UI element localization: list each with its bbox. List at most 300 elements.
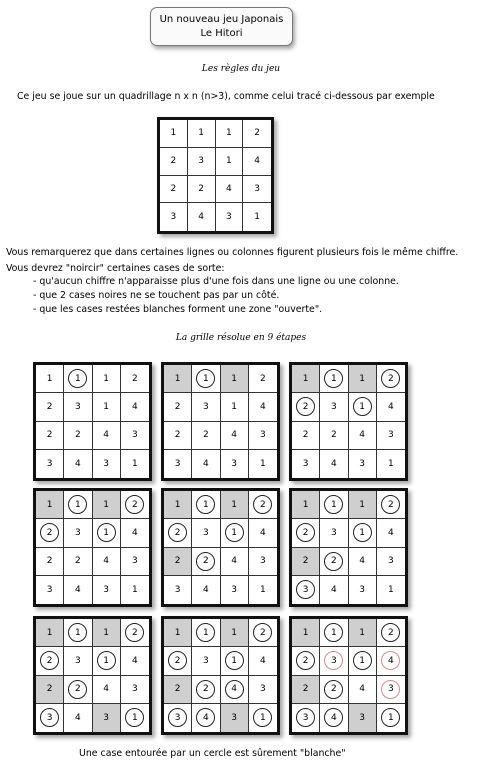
grid-cell xyxy=(192,365,220,393)
cell-value: 4 xyxy=(132,527,138,538)
grid-cell xyxy=(243,203,271,231)
cell-value: 3 xyxy=(388,556,394,567)
grid-cell xyxy=(377,422,405,450)
cell-value: 4 xyxy=(260,401,266,412)
cell-value: 3 xyxy=(103,584,109,595)
cell-value: 3 xyxy=(103,458,109,469)
cell-value: 2 xyxy=(302,527,309,538)
cell-value: 1 xyxy=(231,655,237,666)
grid-cell xyxy=(292,393,320,421)
grid-cell xyxy=(36,422,64,450)
cell-value: 4 xyxy=(103,684,109,695)
grid-cell xyxy=(221,576,249,604)
grid-cell xyxy=(243,148,271,176)
cell-value: 4 xyxy=(103,430,109,441)
cell-value: 3 xyxy=(359,712,365,723)
cell-value: 2 xyxy=(203,430,209,441)
cell-value: 4 xyxy=(231,684,237,695)
grid-cell xyxy=(160,120,188,148)
rules-heading: Les règles du jeu xyxy=(201,64,281,74)
rule-bullet-2: - que 2 cases noires ne se touchent pas par un côté. xyxy=(33,290,280,301)
grid-cell xyxy=(249,704,277,732)
step-grid-6 xyxy=(289,488,408,607)
grid-cell xyxy=(192,519,220,547)
cell-value: 4 xyxy=(75,584,81,595)
grid-cell xyxy=(377,576,405,604)
cell-value: 3 xyxy=(331,527,337,538)
cell-value: 1 xyxy=(103,499,109,510)
grid-cell xyxy=(36,519,64,547)
cell-value: 3 xyxy=(170,212,177,223)
cell-value: 2 xyxy=(46,655,53,666)
grid-cell xyxy=(64,365,92,393)
cell-value: 4 xyxy=(231,430,237,441)
cell-value: 3 xyxy=(174,458,181,469)
notice-text: Vous remarquerez que dans certaines lignes ou colonnes figurent plusieurs fois le même chiffre. xyxy=(6,247,459,258)
cell-value: 3 xyxy=(260,684,266,695)
circle-mark xyxy=(225,523,244,542)
grid-cell xyxy=(192,676,220,704)
grid-cell xyxy=(349,422,377,450)
cell-value: 3 xyxy=(359,584,365,595)
cell-value: 2 xyxy=(203,684,209,695)
grid-cell xyxy=(292,422,320,450)
circle-mark xyxy=(253,495,272,514)
grid-cell xyxy=(216,148,244,176)
must-text: Vous devrez "noircir" certaines cases de sorte: xyxy=(6,263,225,274)
footer-note: Une case entourée par un cercle est sûrement "blanche" xyxy=(79,748,346,759)
cell-value: 3 xyxy=(103,712,109,723)
grid-cell xyxy=(192,548,220,576)
cell-value: 2 xyxy=(260,373,266,384)
circle-mark xyxy=(97,523,116,542)
grid-cell xyxy=(377,491,405,519)
cell-value: 1 xyxy=(103,401,109,412)
grid-cell xyxy=(221,647,249,675)
cell-value: 3 xyxy=(302,458,309,469)
grid-cell xyxy=(320,393,348,421)
grid-cell xyxy=(320,519,348,547)
grid-cell xyxy=(93,393,121,421)
cell-value: 2 xyxy=(203,556,209,567)
grid-cell xyxy=(320,619,348,647)
grid-cell xyxy=(164,393,192,421)
cell-value: 1 xyxy=(103,527,109,538)
circle-mark xyxy=(353,523,372,542)
cell-value: 4 xyxy=(231,556,237,567)
cell-value: 1 xyxy=(231,527,237,538)
cell-value: 1 xyxy=(359,499,365,510)
cell-value: 2 xyxy=(46,401,53,412)
cell-value: 1 xyxy=(359,627,365,638)
grid-cell xyxy=(164,491,192,519)
cell-value: 2 xyxy=(170,156,177,167)
cell-value: 4 xyxy=(331,458,337,469)
grid-cell xyxy=(377,365,405,393)
circle-mark xyxy=(125,495,144,514)
cell-value: 4 xyxy=(254,156,260,167)
cell-value: 4 xyxy=(203,712,209,723)
grid-cell xyxy=(320,676,348,704)
cell-value: 3 xyxy=(359,458,365,469)
grid-cell xyxy=(249,365,277,393)
cell-value: 4 xyxy=(226,183,232,194)
grid-cell xyxy=(93,676,121,704)
grid-cell xyxy=(377,619,405,647)
grid-cell xyxy=(249,450,277,478)
cell-value: 2 xyxy=(132,627,138,638)
grid-cell xyxy=(349,491,377,519)
cell-value: 2 xyxy=(46,527,53,538)
grid-cell xyxy=(243,120,271,148)
circle-mark xyxy=(225,680,244,699)
grid-cell xyxy=(164,422,192,450)
cell-value: 2 xyxy=(388,627,394,638)
cell-value: 1 xyxy=(260,458,266,469)
circle-mark xyxy=(97,651,116,670)
cell-value: 2 xyxy=(170,183,177,194)
grid-cell xyxy=(349,647,377,675)
circle-mark xyxy=(296,397,315,416)
grid-cell xyxy=(320,647,348,675)
cell-value: 2 xyxy=(46,684,53,695)
cell-value: 1 xyxy=(226,128,232,139)
cell-value: 2 xyxy=(174,401,181,412)
cell-value: 1 xyxy=(331,499,337,510)
grid-cell xyxy=(121,619,149,647)
cell-value: 4 xyxy=(388,655,394,666)
grid-cell xyxy=(249,576,277,604)
cell-value: 1 xyxy=(46,373,53,384)
grid-cell xyxy=(93,491,121,519)
circle-mark xyxy=(324,623,343,642)
grid-cell xyxy=(64,393,92,421)
grid-cell xyxy=(36,365,64,393)
grid-cell xyxy=(93,548,121,576)
grid-cell xyxy=(192,647,220,675)
circle-mark xyxy=(196,680,215,699)
cell-value: 4 xyxy=(331,584,337,595)
circle-mark xyxy=(381,708,400,727)
grid-cell xyxy=(349,619,377,647)
step-grid-2 xyxy=(161,362,280,481)
cell-value: 1 xyxy=(231,499,237,510)
grid-cell xyxy=(36,676,64,704)
cell-value: 2 xyxy=(388,373,394,384)
cell-value: 2 xyxy=(331,430,337,441)
grid-cell xyxy=(320,422,348,450)
grid-cell xyxy=(192,619,220,647)
grid-cell xyxy=(292,491,320,519)
grid-cell xyxy=(64,422,92,450)
grid-cell xyxy=(221,450,249,478)
circle-mark xyxy=(196,708,215,727)
cell-value: 2 xyxy=(174,527,181,538)
grid-cell xyxy=(64,491,92,519)
circle-mark xyxy=(324,708,343,727)
grid-cell xyxy=(121,519,149,547)
intro-text: Ce jeu se joue sur un quadrillage n x n (n>3), comme celui tracé ci-dessous par exemple xyxy=(17,91,435,102)
rule-bullet-1: - qu'aucun chiffre n'apparaisse plus d'une fois dans une ligne ou une colonne. xyxy=(33,276,399,287)
grid-cell xyxy=(121,548,149,576)
cell-value: 2 xyxy=(174,684,181,695)
grid-cell xyxy=(160,148,188,176)
cell-value: 3 xyxy=(260,430,266,441)
cell-value: 3 xyxy=(226,212,232,223)
grid-cell xyxy=(320,576,348,604)
grid-cell xyxy=(292,647,320,675)
grid-cell xyxy=(64,576,92,604)
grid-cell xyxy=(377,393,405,421)
cell-value: 1 xyxy=(174,627,181,638)
cell-value: 1 xyxy=(388,712,394,723)
grid-cell xyxy=(36,576,64,604)
cell-value: 1 xyxy=(132,458,138,469)
cell-value: 4 xyxy=(103,556,109,567)
grid-cell xyxy=(121,422,149,450)
cell-value: 2 xyxy=(260,627,266,638)
cell-value: 1 xyxy=(132,712,138,723)
circle-mark xyxy=(324,552,343,571)
grid-cell xyxy=(121,393,149,421)
grid-cell xyxy=(221,491,249,519)
cell-value: 1 xyxy=(359,401,365,412)
cell-value: 3 xyxy=(46,712,53,723)
step-grid-5 xyxy=(161,488,280,607)
cell-value: 1 xyxy=(331,627,337,638)
grid-cell xyxy=(121,491,149,519)
cell-value: 1 xyxy=(359,373,365,384)
grid-cell xyxy=(377,676,405,704)
grid-cell xyxy=(164,676,192,704)
cell-value: 2 xyxy=(75,430,81,441)
grid-cell xyxy=(36,450,64,478)
rule-bullet-3-text: que les cases restées blanches forment une zone "ouverte". xyxy=(39,304,323,315)
cell-value: 3 xyxy=(174,712,181,723)
cell-value: 1 xyxy=(260,712,266,723)
grid-cell xyxy=(188,120,216,148)
cell-value: 1 xyxy=(46,627,53,638)
cell-value: 2 xyxy=(75,684,81,695)
cell-value: 3 xyxy=(331,655,337,666)
circle-mark xyxy=(168,651,187,670)
grid-cell xyxy=(292,519,320,547)
cell-value: 3 xyxy=(231,712,237,723)
grid-cell xyxy=(121,450,149,478)
cell-value: 3 xyxy=(132,556,138,567)
cell-value: 1 xyxy=(231,373,237,384)
grid-cell xyxy=(249,619,277,647)
grid-cell xyxy=(320,704,348,732)
grid-cell xyxy=(188,203,216,231)
step-grid-8 xyxy=(161,616,280,735)
grid-cell xyxy=(292,676,320,704)
cell-value: 4 xyxy=(359,556,365,567)
grid-cell xyxy=(320,491,348,519)
grid-cell xyxy=(216,120,244,148)
cell-value: 2 xyxy=(302,556,309,567)
grid-cell xyxy=(93,519,121,547)
cell-value: 3 xyxy=(203,401,209,412)
cell-value: 3 xyxy=(75,401,81,412)
circle-mark xyxy=(225,651,244,670)
grid-cell xyxy=(292,576,320,604)
cell-value: 1 xyxy=(75,499,81,510)
grid-cell xyxy=(243,176,271,204)
cell-value: 4 xyxy=(132,655,138,666)
cell-value: 1 xyxy=(103,373,109,384)
grid-cell xyxy=(249,676,277,704)
cell-value: 3 xyxy=(254,183,260,194)
grid-cell xyxy=(64,676,92,704)
cell-value: 4 xyxy=(359,430,365,441)
grid-cell xyxy=(64,548,92,576)
grid-cell xyxy=(164,450,192,478)
circle-mark xyxy=(353,397,372,416)
circle-mark xyxy=(381,495,400,514)
cell-value: 1 xyxy=(46,499,53,510)
cell-value: 4 xyxy=(388,527,394,538)
cell-value: 2 xyxy=(46,430,53,441)
cell-value: 2 xyxy=(331,684,337,695)
grid-cell xyxy=(320,548,348,576)
grid-cell xyxy=(93,619,121,647)
solved-heading: La grille résolue en 9 étapes xyxy=(175,333,307,343)
grid-cell xyxy=(320,365,348,393)
grid-cell xyxy=(93,365,121,393)
cell-value: 3 xyxy=(260,556,266,567)
cell-value: 1 xyxy=(170,128,177,139)
circle-mark xyxy=(324,369,343,388)
grid-cell xyxy=(36,619,64,647)
cell-value: 2 xyxy=(331,556,337,567)
cell-value: 2 xyxy=(302,684,309,695)
circle-mark xyxy=(68,369,87,388)
grid-cell xyxy=(121,647,149,675)
cell-value: 3 xyxy=(198,156,204,167)
example-grid xyxy=(157,117,274,234)
cell-value: 1 xyxy=(203,499,209,510)
grid-cell xyxy=(216,176,244,204)
cell-value: 4 xyxy=(198,212,204,223)
cell-value: 2 xyxy=(302,655,309,666)
cell-value: 4 xyxy=(260,527,266,538)
cell-value: 2 xyxy=(302,430,309,441)
red-circle-mark xyxy=(381,680,400,699)
grid-cell xyxy=(292,548,320,576)
cell-value: 1 xyxy=(302,373,309,384)
grid-cell xyxy=(349,519,377,547)
cell-value: 3 xyxy=(302,712,309,723)
circle-mark xyxy=(125,623,144,642)
grid-cell xyxy=(160,203,188,231)
cell-value: 1 xyxy=(254,212,260,223)
cell-value: 2 xyxy=(174,655,181,666)
grid-cell xyxy=(349,576,377,604)
cell-value: 1 xyxy=(75,627,81,638)
circle-mark xyxy=(68,680,87,699)
grid-cell xyxy=(249,548,277,576)
cell-value: 1 xyxy=(260,584,266,595)
circle-mark xyxy=(196,623,215,642)
grid-cell xyxy=(192,491,220,519)
grid-cell xyxy=(164,365,192,393)
circle-mark xyxy=(296,580,315,599)
cell-value: 1 xyxy=(331,373,337,384)
circle-mark xyxy=(381,623,400,642)
red-circle-mark xyxy=(381,651,400,670)
grid-cell xyxy=(164,576,192,604)
grid-cell xyxy=(121,576,149,604)
circle-mark xyxy=(196,495,215,514)
cell-value: 2 xyxy=(260,499,266,510)
cell-value: 3 xyxy=(132,684,138,695)
circle-mark xyxy=(125,708,144,727)
grid-cell xyxy=(93,450,121,478)
cell-value: 3 xyxy=(46,458,53,469)
cell-value: 3 xyxy=(388,684,394,695)
grid-cell xyxy=(221,676,249,704)
cell-value: 2 xyxy=(75,556,81,567)
cell-value: 4 xyxy=(203,458,209,469)
grid-cell xyxy=(36,548,64,576)
cell-value: 1 xyxy=(231,401,237,412)
grid-cell xyxy=(64,619,92,647)
grid-cell xyxy=(164,548,192,576)
cell-value: 3 xyxy=(203,655,209,666)
grid-cell xyxy=(36,647,64,675)
grid-cell xyxy=(221,393,249,421)
cell-value: 3 xyxy=(132,430,138,441)
grid-cell xyxy=(377,704,405,732)
grid-cell xyxy=(221,519,249,547)
grid-cell xyxy=(121,676,149,704)
cell-value: 2 xyxy=(174,556,181,567)
circle-mark xyxy=(196,369,215,388)
grid-cell xyxy=(221,422,249,450)
circle-mark xyxy=(296,708,315,727)
cell-value: 2 xyxy=(198,183,204,194)
grid-cell xyxy=(221,365,249,393)
cell-value: 1 xyxy=(174,499,181,510)
cell-value: 1 xyxy=(302,499,309,510)
circle-mark xyxy=(68,623,87,642)
grid-cell xyxy=(93,422,121,450)
cell-value: 3 xyxy=(302,584,309,595)
cell-value: 2 xyxy=(302,401,309,412)
circle-mark xyxy=(168,523,187,542)
cell-value: 4 xyxy=(260,655,266,666)
circle-mark xyxy=(68,495,87,514)
cell-value: 4 xyxy=(75,458,81,469)
step-grid-7 xyxy=(33,616,152,735)
grid-cell xyxy=(377,450,405,478)
cell-value: 3 xyxy=(203,527,209,538)
cell-value: 2 xyxy=(132,373,138,384)
grid-cell xyxy=(292,450,320,478)
grid-cell xyxy=(188,176,216,204)
grid-cell xyxy=(36,491,64,519)
circle-mark xyxy=(168,708,187,727)
circle-mark xyxy=(324,680,343,699)
cell-value: 2 xyxy=(254,128,260,139)
cell-value: 4 xyxy=(359,684,365,695)
cell-value: 1 xyxy=(359,527,365,538)
step-grid-4 xyxy=(33,488,152,607)
grid-cell xyxy=(192,422,220,450)
grid-cell xyxy=(292,365,320,393)
circle-mark xyxy=(296,523,315,542)
